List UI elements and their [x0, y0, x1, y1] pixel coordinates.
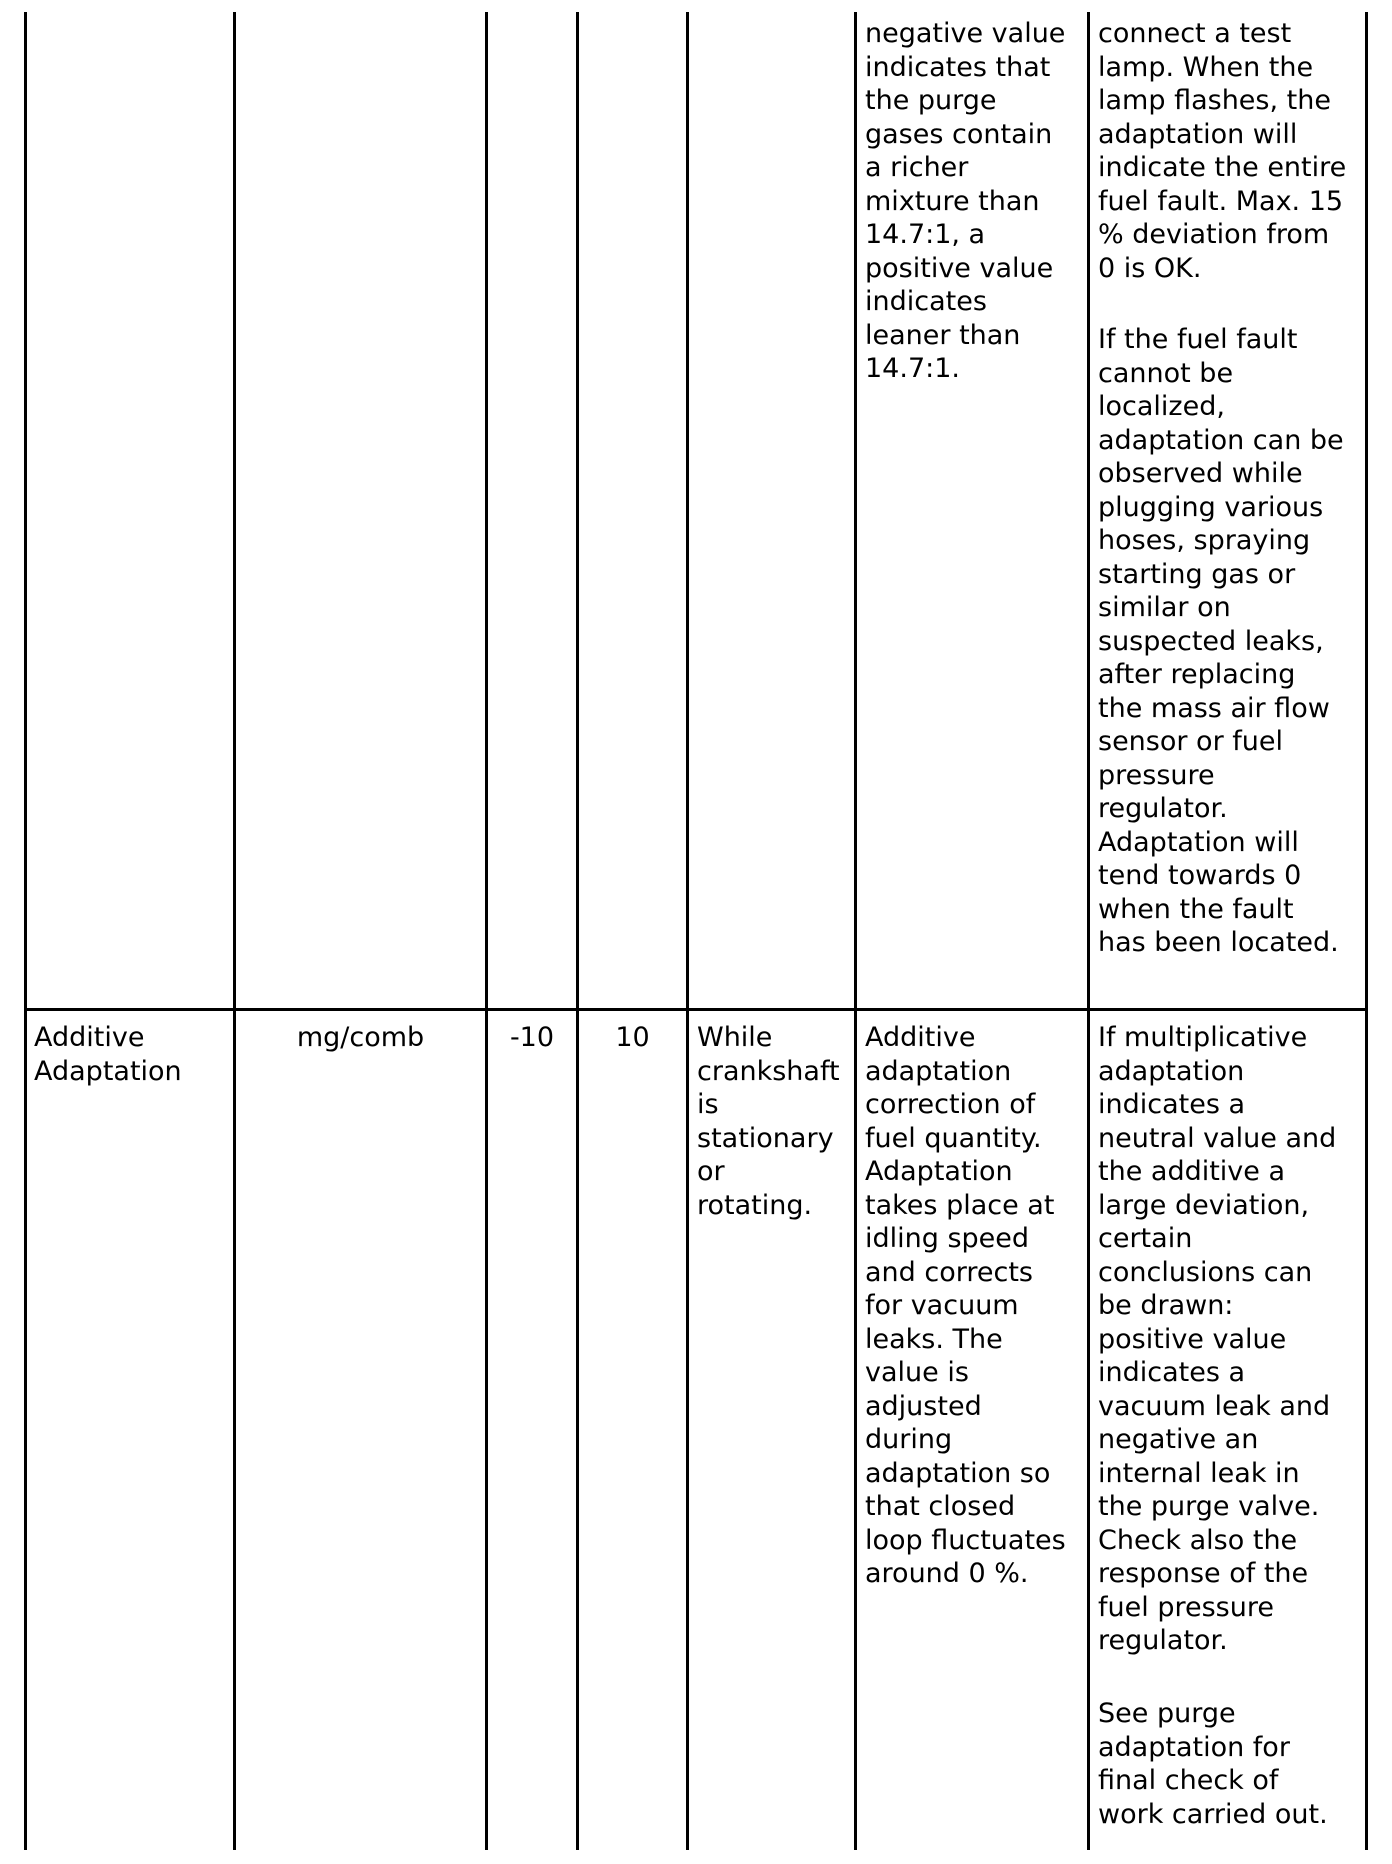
column-border-right — [1365, 12, 1368, 1850]
column-border-4 — [686, 12, 689, 1850]
column-border-1 — [233, 12, 236, 1850]
additive-comment-para-1: If multiplicative adaptation indicates a neutral value and the additive a large deviation, certain conclusions can be drawn: positive value indicates a vacuum leak and negative an internal leak in the purge valve. Check also the response of the fuel pressure regulator. — [1098, 1022, 1337, 1656]
column-border-6 — [1087, 12, 1090, 1850]
continued-meaning-cell: negative value indicates that the purge gases contain a richer mixture than 14.7:1, a positive value indicates leaner than 14.7:1. — [865, 18, 1066, 384]
additive-min-cell: -10 — [509, 1022, 555, 1053]
column-border-left — [24, 12, 27, 1850]
column-border-5 — [854, 12, 857, 1850]
additive-unit-cell: mg/comb — [296, 1022, 425, 1053]
additive-max-cell: 10 — [615, 1022, 650, 1053]
additive-name-cell: Additive Adaptation — [34, 1022, 182, 1087]
column-border-3 — [576, 12, 579, 1850]
row-separator — [24, 1008, 1368, 1011]
additive-condition-cell: While crankshaft is stationary or rotating. — [697, 1022, 840, 1221]
additive-meaning-cell: Additive adaptation correction of fuel quantity. Adaptation takes place at idling speed and corrects for vacuum leaks. The value is adjusted during adaptation so that closed loop fluctuates around 0 %. — [865, 1022, 1066, 1589]
additive-comment-para-2: See purge adaptation for final check of work carried out. — [1098, 1698, 1328, 1830]
continued-comment-para-2: If the fuel fault cannot be localized, adaptation can be observed while plugging various hoses, spraying starting gas or similar on suspected leaks, after replacing the mass air flow sensor or fuel pressure regulator. Adaptation will tend towards 0 when the fault has been located. — [1098, 324, 1344, 958]
column-border-2 — [485, 12, 488, 1850]
continued-comment-para-1: connect a test lamp. When the lamp flashes, the adaptation will indicate the entire fuel fault. Max. 15 % deviation from 0 is OK. — [1098, 18, 1347, 284]
